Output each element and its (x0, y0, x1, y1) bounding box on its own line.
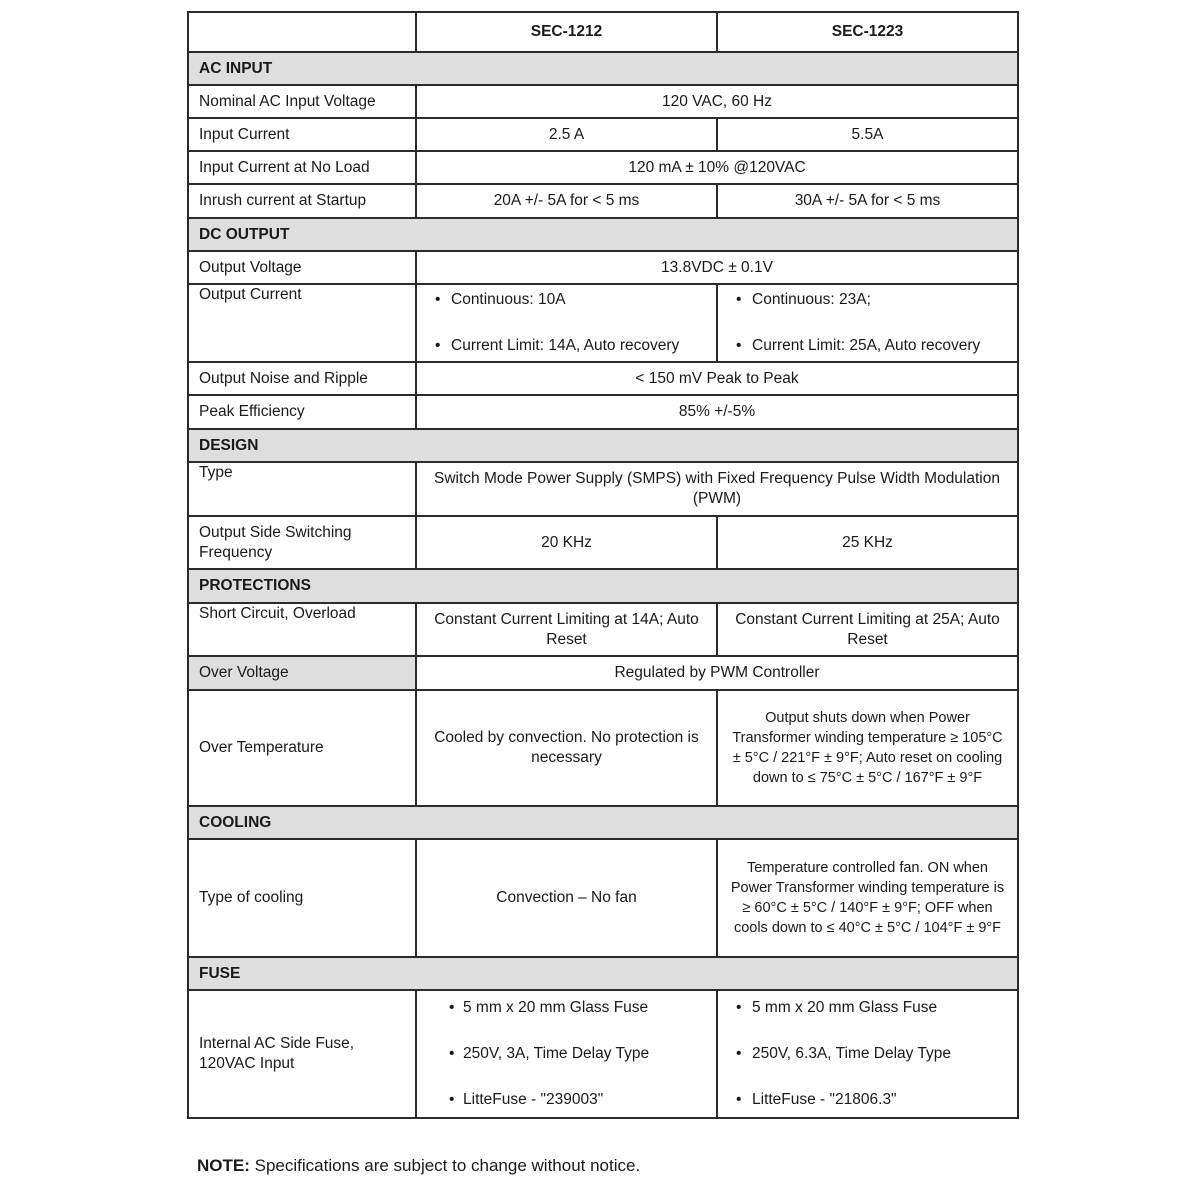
model-b-value: Temperature controlled fan. ON when Power Transformer winding temperature is ≥ 60°C ± 5°C / 140°F ± 9°F; OFF when cools down to ≤ 40°C ± 5°C / 104°F ± 9°F (717, 839, 1018, 957)
row-label: Output Noise and Ripple (188, 362, 416, 395)
list-item: • Current Limit: 25A, Auto recovery (728, 336, 1007, 356)
row-value: Regulated by PWM Controller (416, 656, 1018, 690)
section-dc-output: DC OUTPUT (188, 218, 1018, 251)
row-label: Type (188, 462, 416, 516)
table-row (188, 516, 1018, 569)
table-row (188, 656, 1018, 690)
section-row (188, 218, 1018, 251)
row-label: Type of cooling (188, 839, 416, 957)
table-row (188, 284, 1018, 362)
table-row (188, 251, 1018, 284)
row-label: Input Current at No Load (188, 151, 416, 184)
section-cooling: COOLING (188, 806, 1018, 839)
section-fuse: FUSE (188, 957, 1018, 990)
section-row (188, 52, 1018, 85)
table-row (188, 395, 1018, 429)
row-value: Switch Mode Power Supply (SMPS) with Fixed Frequency Pulse Width Modulation (PWM) (416, 462, 1018, 516)
model-a-value: Constant Current Limiting at 14A; Auto Reset (416, 603, 717, 656)
model-a-value (416, 990, 717, 1118)
model-b-header: SEC-1223 (717, 12, 1018, 52)
table-row (188, 603, 1018, 656)
model-b-value (717, 284, 1018, 362)
note-text: Specifications are subject to change without notice. (254, 1156, 641, 1175)
list-item: • LitteFuse - "239003" (427, 1090, 706, 1110)
model-a-value: Convection – No fan (416, 839, 717, 957)
model-a-value: 20A +/- 5A for < 5 ms (416, 184, 717, 218)
list-item: • 250V, 6.3A, Time Delay Type (728, 1044, 1007, 1064)
model-b-value: 25 KHz (717, 516, 1018, 569)
table-row (188, 85, 1018, 118)
row-label: Internal AC Side Fuse, 120VAC Input (188, 990, 416, 1118)
row-label: Input Current (188, 118, 416, 151)
row-label: Output Side Switching Frequency (188, 516, 416, 569)
section-design: DESIGN (188, 429, 1018, 462)
section-ac-input: AC INPUT (188, 52, 1018, 85)
section-row (188, 806, 1018, 839)
model-b-value (717, 990, 1018, 1118)
model-a-value: 2.5 A (416, 118, 717, 151)
list-item: • Continuous: 23A; (728, 290, 1007, 310)
spec-table (187, 11, 1019, 1119)
list-item: • LitteFuse - "21806.3" (728, 1090, 1007, 1110)
model-b-value: Output shuts down when Power Transformer winding temperature ≥ 105°C ± 5°C / 221°F ± 9°F; Auto reset on cooling down to ≤ 75°C ± 5°C / 167°F ± 9°F (717, 690, 1018, 806)
section-protections: PROTECTIONS (188, 569, 1018, 603)
table-row (188, 462, 1018, 516)
row-label: Inrush current at Startup (188, 184, 416, 218)
row-value: 120 mA ± 10% @120VAC (416, 151, 1018, 184)
section-row (188, 569, 1018, 603)
table-row (188, 184, 1018, 218)
table-row (188, 362, 1018, 395)
row-label: Peak Efficiency (188, 395, 416, 429)
section-row (188, 957, 1018, 990)
model-b-value: 5.5A (717, 118, 1018, 151)
list-item: • Current Limit: 14A, Auto recovery (427, 336, 706, 356)
list-item: • 250V, 3A, Time Delay Type (427, 1044, 706, 1064)
list-item: • 5 mm x 20 mm Glass Fuse (728, 998, 1007, 1018)
model-b-value: Constant Current Limiting at 25A; Auto Reset (717, 603, 1018, 656)
row-value: 13.8VDC ± 0.1V (416, 251, 1018, 284)
table-row (188, 118, 1018, 151)
footnote (197, 1156, 640, 1176)
model-b-value: 30A +/- 5A for < 5 ms (717, 184, 1018, 218)
model-a-value: Cooled by convection. No protection is necessary (416, 690, 717, 806)
row-value: 120 VAC, 60 Hz (416, 85, 1018, 118)
row-label: Over Temperature (188, 690, 416, 806)
header-blank-cell (188, 12, 416, 52)
model-a-value (416, 284, 717, 362)
table-row (188, 690, 1018, 806)
model-a-header: SEC-1212 (416, 12, 717, 52)
table-row (188, 151, 1018, 184)
model-a-value: 20 KHz (416, 516, 717, 569)
row-value: 85% +/-5% (416, 395, 1018, 429)
row-value: < 150 mV Peak to Peak (416, 362, 1018, 395)
section-row (188, 429, 1018, 462)
header-row (188, 12, 1018, 52)
list-item: • 5 mm x 20 mm Glass Fuse (427, 998, 706, 1018)
table-row (188, 839, 1018, 957)
list-item: • Continuous: 10A (427, 290, 706, 310)
row-label: Output Voltage (188, 251, 416, 284)
row-label: Nominal AC Input Voltage (188, 85, 416, 118)
row-label: Over Voltage (188, 656, 416, 690)
row-label: Output Current (188, 284, 416, 362)
table-row (188, 990, 1018, 1118)
row-label: Short Circuit, Overload (188, 603, 416, 656)
note-prefix: NOTE: (197, 1156, 250, 1175)
